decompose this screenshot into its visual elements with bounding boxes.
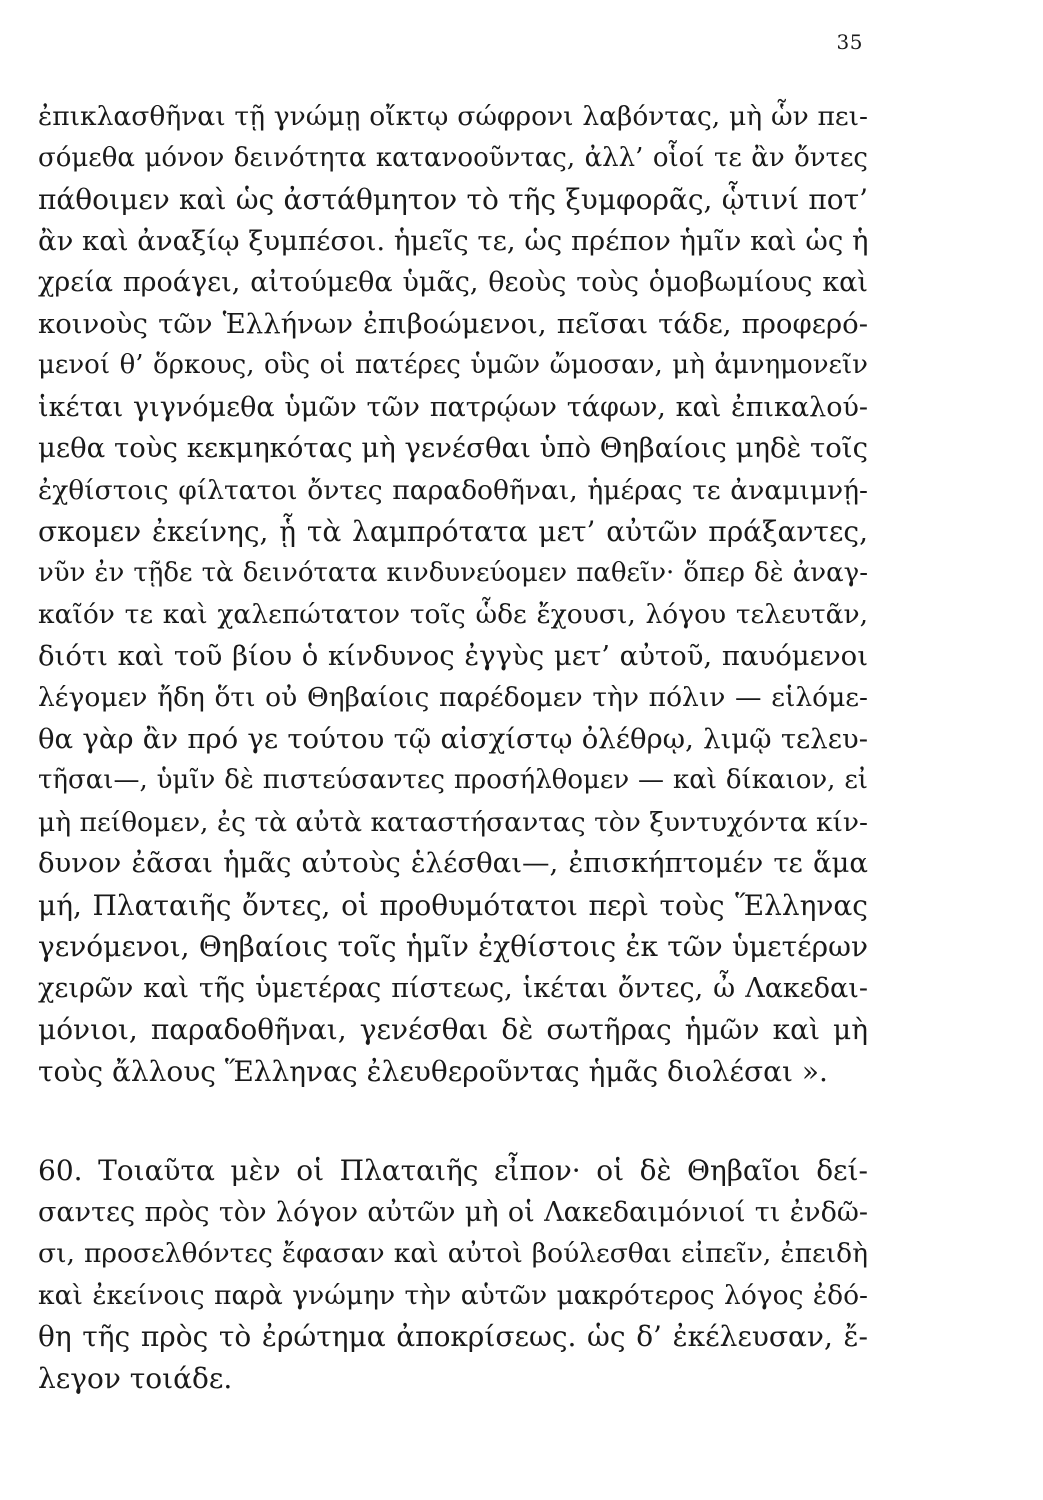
text-line: ἐχθίστοις φίλτατοι ὄντες παραδοθῆναι, ἡμέρας τε ἀναμιμνῄ- xyxy=(38,474,868,506)
text-line: μενοί θ’ ὅρκους, οὓς οἱ πατέρες ὑμῶν ὤμοσαν, μὴ ἀμνημονεῖν xyxy=(38,350,868,380)
text-line: χειρῶν καὶ τῆς ὑμετέρας πίστεως, ἱκέται ὄντες, ὦ Λακεδαι- xyxy=(38,972,868,1004)
text-line: σόμεθα μόνον δεινότητα κατανοοῦντας, ἀλλ’ οἷοί τε ἂν ὄντες xyxy=(38,142,868,173)
text-line: ἐπικλασθῆναι τῇ γνώμῃ οἴκτῳ σώφρονι λαβόντας, μὴ ὧν πει- xyxy=(38,101,868,132)
page-number: 35 xyxy=(836,30,863,54)
text-line: μόνιοι, παραδοθῆναι, γενέσθαι δὲ σωτῆρας ἡμῶν καὶ μὴ xyxy=(38,1013,868,1046)
text-line: λέγομεν ἤδη ὅτι οὐ Θηβαίοις παρέδομεν τὴν πόλιν — εἱλόμε- xyxy=(38,682,868,713)
text-line: θη τῆς πρὸς τὸ ἐρώτημα ἀποκρίσεως. ὡς δ’ ἐκέλευσαν, ἔ- xyxy=(38,1320,868,1353)
paragraph-chapter-60 xyxy=(38,1150,868,1399)
text-line: σαντες πρὸς τὸν λόγον αὐτῶν μὴ οἱ Λακεδαιμόνιοί τι ἐνδῶ- xyxy=(38,1196,868,1228)
text-line: δυνον ἐᾶσαι ἡμᾶς αὐτοὺς ἑλέσθαι—, ἐπισκήπτομέν τε ἅμα xyxy=(38,847,868,879)
text-line: κοινοὺς τῶν Ἑλλήνων ἐπιβοώμενοι, πεῖσαι τάδε, προφερό- xyxy=(38,307,868,340)
text-line: μεθα τοὺς κεκμηκότας μὴ γενέσθαι ὑπὸ Θηβαίοις μηδὲ τοῖς xyxy=(38,432,868,464)
text-line: τῆσαι—, ὑμῖν δὲ πιστεύσαντες προσήλθομεν — καὶ δίκαιον, εἰ xyxy=(38,765,868,795)
text-line: καῖόν τε καὶ χαλεπώτατον τοῖς ὧδε ἔχουσι, λόγου τελευτᾶν, xyxy=(38,599,868,630)
text-line: ἂν καὶ ἀναξίῳ ξυμπέσοι. ἡμεῖς τε, ὡς πρέπον ἡμῖν καὶ ὡς ἡ xyxy=(38,224,869,257)
text-line: πάθοιμεν καὶ ὡς ἀστάθμητον τὸ τῆς ξυμφορᾶς, ᾧτινί ποτ’ xyxy=(38,183,868,216)
text-line: σκομεν ἐκείνης, ᾗ τὰ λαμπρότατα μετ’ αὐτῶν πράξαντες, xyxy=(38,515,868,548)
paragraph-speech xyxy=(38,96,868,1092)
text-line: γενόμενοι, Θηβαίοις τοῖς ἡμῖν ἐχθίστοις ἐκ τῶν ὑμετέρων xyxy=(38,930,868,963)
text-line: θα γὰρ ἂν πρό γε τούτου τῷ αἰσχίστῳ ὀλέθρῳ, λιμῷ τελευ- xyxy=(38,722,868,755)
text-line: μή, Πλαταιῆς ὄντες, οἱ προθυμότατοι περὶ τοὺς Ἕλληνας xyxy=(38,888,868,922)
text-line: 60. Τοιαῦτα μὲν οἱ Πλαταιῆς εἶπον· οἱ δὲ Θηβαῖοι δεί- xyxy=(38,1154,868,1187)
page-body xyxy=(38,96,868,1399)
text-line: νῦν ἐν τῇδε τὰ δεινότατα κινδυνεύομεν παθεῖν· ὅπερ δὲ ἀναγ- xyxy=(38,557,868,588)
text-line: ἱκέται γιγνόμεθα ὑμῶν τῶν πατρῴων τάφων, καὶ ἐπικαλού- xyxy=(38,391,868,423)
text-line: καὶ ἐκείνοις παρὰ γνώμην τὴν αὑτῶν μακρότερος λόγος ἐδό- xyxy=(38,1279,868,1311)
text-line: τοὺς ἄλλους Ἕλληνας ἐλευθεροῦντας ἡμᾶς διολέσαι ». xyxy=(38,1054,828,1088)
paragraph-spacer xyxy=(38,1092,868,1150)
text-line: σι, προσελθόντες ἔφασαν καὶ αὐτοὶ βούλεσθαι εἰπεῖν, ἐπειδὴ xyxy=(38,1238,868,1269)
text-line: χρεία προάγει, αἰτούμεθα ὑμᾶς, θεοὺς τοὺς ὁμοβωμίους καὶ xyxy=(38,267,868,298)
text-line: λεγον τοιάδε. xyxy=(38,1361,233,1395)
text-line: μὴ πείθομεν, ἐς τὰ αὐτὰ καταστήσαντας τὸν ξυντυχόντα κίν- xyxy=(38,806,868,838)
text-line: διότι καὶ τοῦ βίου ὁ κίνδυνος ἐγγὺς μετ’ αὐτοῦ, παυόμενοι xyxy=(38,639,868,672)
